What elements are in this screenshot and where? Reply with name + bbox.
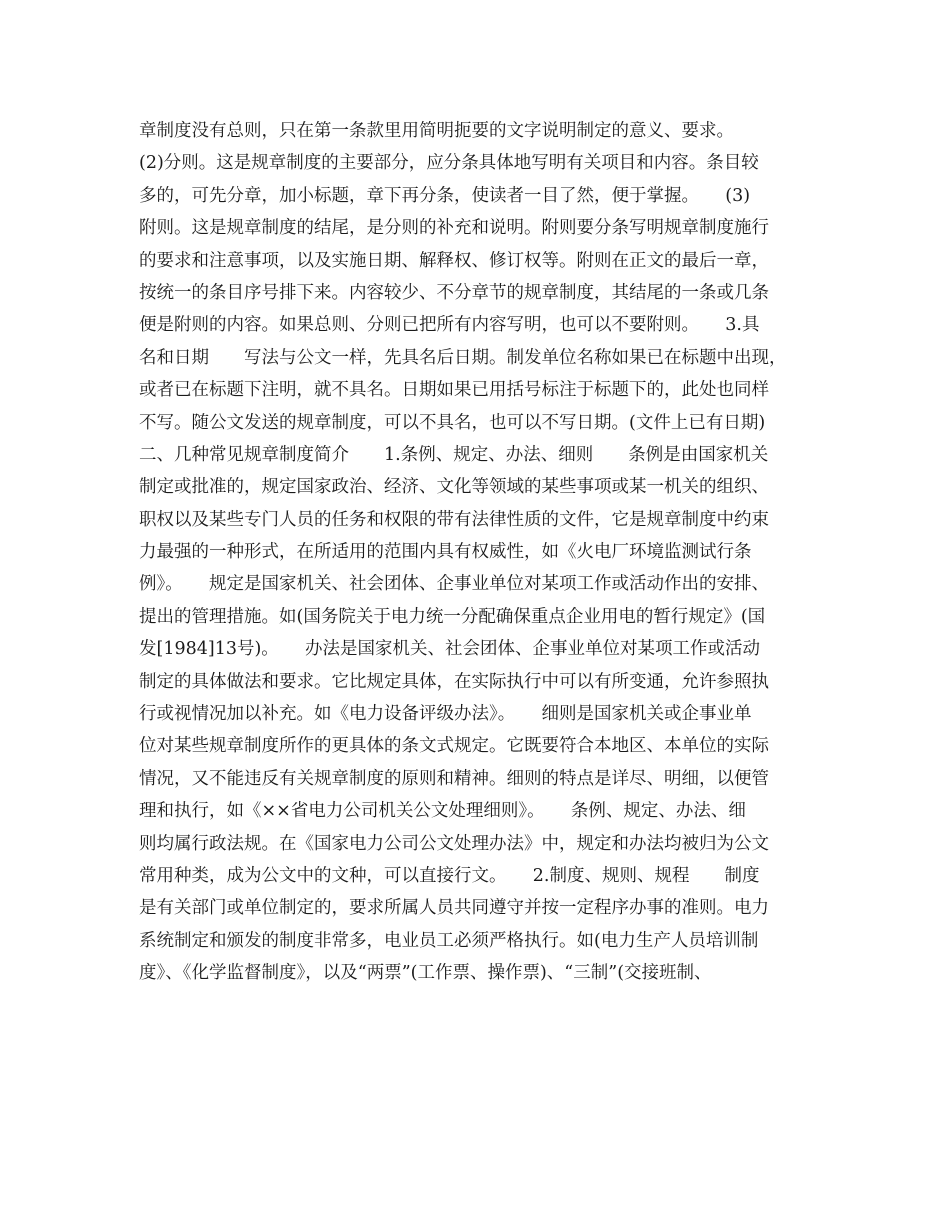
text-line-9 <box>139 374 829 406</box>
text-line-3 <box>139 180 829 212</box>
text-line-15 <box>139 568 829 600</box>
text-line-12 <box>139 471 829 503</box>
text-line-content: 例》。 规定是国家机关、社会团体、企事业单位对某项工作或活动作出的安排、 <box>139 574 769 595</box>
text-line-16 <box>139 601 829 633</box>
text-line-content: 系统制定和颁发的制度非常多，电业员工必须严格执行。如(电力生产人员培训制 <box>139 930 759 951</box>
text-line-content: 或者已在标题下注明，就不具名。日期如果已用括号标注于标题下的，此处也同样 <box>139 380 769 401</box>
text-line-11 <box>139 439 829 471</box>
text-line-content: 度》、《化学监督制度》，以及“两票”(工作票、操作票)、“三制”(交接班制、 <box>139 963 712 984</box>
text-line-19 <box>139 698 829 730</box>
text-line-content: 位对某些规章制度所作的更具体的条文式规定。它既要符合本地区、本单位的实际 <box>139 736 769 757</box>
body-text <box>139 115 829 990</box>
text-line-6 <box>139 277 829 309</box>
text-line-1 <box>139 115 829 147</box>
text-line-content: 制定的具体做法和要求。它比规定具体，在实际执行中可以有所变通，允许参照执 <box>139 671 769 692</box>
text-line-content: 二、几种常见规章制度简介 1.条例、规定、办法、细则 条例是由国家机关 <box>139 444 769 465</box>
text-line-content: 名和日期 写法与公文一样，先具名后日期。制发单位名称如果已在标题中出现， <box>139 347 787 368</box>
text-line-content: 提出的管理措施。如(国务院关于电力统一分配确保重点企业用电的暂行规定》(国 <box>139 606 766 627</box>
text-line-21 <box>139 763 829 795</box>
text-line-content: 则均属行政法规。在《国家电力公司公文处理办法》中，规定和办法均被归为公文 <box>139 833 769 854</box>
text-line-content: 多的，可先分章，加小标题，章下再分条，使读者一目了然，便于掌握。 (3) <box>139 185 751 206</box>
text-line-content: 便是附则的内容。如果总则、分则已把所有内容写明，也可以不要附则。 3.具 <box>139 315 760 336</box>
text-line-25 <box>139 892 829 924</box>
text-line-content: 是有关部门或单位制定的，要求所属人员共同遵守并按一定程序办事的准则。电力 <box>139 898 769 919</box>
text-line-content: 行或视情况加以补充。如《电力设备评级办法》。 细则是国家机关或企事业单 <box>139 704 752 725</box>
text-line-24 <box>139 860 829 892</box>
text-line-13 <box>139 504 829 536</box>
text-line-content: 附则。这是规章制度的结尾，是分则的补充和说明。附则要分条写明规章制度施行 <box>139 218 769 239</box>
text-line-10 <box>139 407 829 439</box>
text-line-22 <box>139 795 829 827</box>
text-line-20 <box>139 730 829 762</box>
text-line-26 <box>139 925 829 957</box>
text-line-8 <box>139 342 829 374</box>
text-line-content: 按统一的条目序号排下来。内容较少、不分章节的规章制度，其结尾的一条或几条 <box>139 282 769 303</box>
text-line-content: 理和执行，如《××省电力公司机关公文处理细则》。 条例、规定、办法、细 <box>139 801 746 822</box>
text-line-2 <box>139 147 829 179</box>
text-line-17 <box>139 633 829 665</box>
text-line-content: 情况，又不能违反有关规章制度的原则和精神。细则的特点是详尽、明细，以便管 <box>139 768 769 789</box>
text-line-18 <box>139 666 829 698</box>
text-line-content: (2)分则。这是规章制度的主要部分，应分条具体地写明有关项目和内容。条目较 <box>139 153 759 174</box>
text-line-content: 职权以及某些专门人员的任务和权限的带有法律性质的文件，它是规章制度中约束 <box>139 509 769 530</box>
text-line-5 <box>139 245 829 277</box>
text-line-content: 常用种类，成为公文中的文种，可以直接行文。 2.制度、规则、规程 制度 <box>139 865 760 886</box>
text-line-content: 发[1984]13号)。 办法是国家机关、社会团体、企事业单位对某项工作或活动 <box>139 639 761 660</box>
text-line-23 <box>139 828 829 860</box>
text-line-27 <box>139 957 829 989</box>
text-line-content: 章制度没有总则，只在第一条款里用简明扼要的文字说明制定的意义、要求。 <box>139 121 734 141</box>
text-line-4 <box>139 212 829 244</box>
text-line-content: 不写。随公文发送的规章制度，可以不具名，也可以不写日期。(文件上已有日期) <box>139 412 766 433</box>
text-line-content: 的要求和注意事项，以及实施日期、解释权、修订权等。附则在正文的最后一章， <box>139 250 769 271</box>
text-line-7 <box>139 309 829 341</box>
text-line-content: 制定或批准的，规定国家政治、经济、文化等领域的某些事项或某一机关的组织、 <box>139 477 769 498</box>
text-line-content: 力最强的一种形式，在所适用的范围内具有权威性，如《火电厂环境监测试行条 <box>139 542 752 563</box>
text-line-14 <box>139 536 829 568</box>
